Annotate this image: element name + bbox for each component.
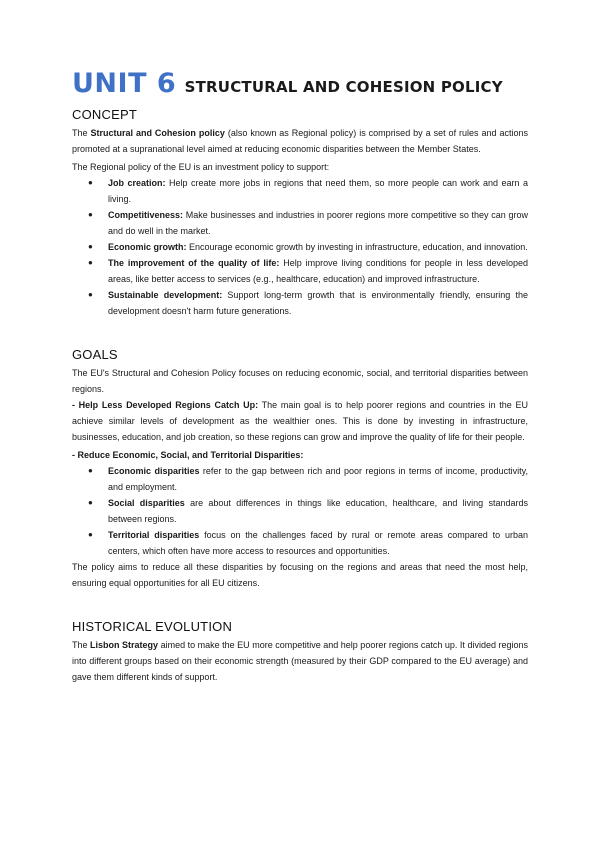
goals-heading: GOALS (72, 347, 118, 362)
item-bold: Job creation: (108, 178, 166, 188)
concept-p1-post: (also known as Regional policy) is comprised by a set of rules and actions promoted at a supranational level aimed at reducing economic disparities between the Member States. (72, 128, 528, 154)
list-item (88, 239, 528, 255)
goals-closing: The policy aims to reduce all these disparities by focusing on the regions and areas that need the most help, ensuring equal opportunities for all EU citizens. (72, 562, 528, 588)
concept-heading: CONCEPT (72, 107, 137, 122)
document-page (72, 70, 528, 685)
bullet-icon: ● (88, 242, 93, 251)
item-text: focus on the challenges faced by rural or remote areas compared to urban centers, which often have more access to resources and opportunities. (108, 530, 528, 556)
catchup-text: The main goal is to help poorer regions and countries in the EU achieve similar levels of development as the wealthier ones. This is done by investing in infrastructure, businesses, education, and job creation, so these regions can grow and improve the quality of life for their people. (72, 400, 528, 442)
history-bold: Lisbon Strategy (90, 640, 159, 650)
item-text: Encourage economic growth by investing in infrastructure, education, and innovation. (186, 242, 528, 252)
bullet-icon: ● (88, 178, 93, 187)
list-item (88, 175, 528, 207)
item-bold: Economic disparities (108, 466, 200, 476)
concept-p1-bold: Structural and Cohesion policy (90, 128, 225, 138)
concept-intro: The Regional policy of the EU is an investment policy to support: (72, 162, 330, 172)
list-item (88, 527, 528, 559)
concept-list (72, 175, 528, 319)
item-bold: Territorial disparities (108, 530, 200, 540)
item-text: Support long-term growth that is environmentally friendly, ensuring the development doesn't harm future generations. (108, 290, 528, 316)
bullet-icon: ● (88, 466, 93, 475)
list-item (88, 287, 528, 319)
bullet-icon: ● (88, 530, 93, 539)
unit-name: STRUCTURAL AND COHESION POLICY (184, 78, 503, 96)
history-heading: HISTORICAL EVOLUTION (72, 619, 233, 634)
history-section (72, 619, 528, 685)
history-paragraph (72, 637, 528, 685)
bullet-icon: ● (88, 258, 93, 267)
disparities-list (72, 463, 528, 559)
item-text: Help improve living conditions for people in less developed areas, like better access to services (e.g., healthcare, education) and improved infrastructure. (108, 258, 529, 284)
unit-title (72, 70, 528, 97)
reduce-bold: - Reduce Economic, Social, and Territorial Disparities: (72, 450, 304, 460)
goals-intro: The EU's Structural and Cohesion Policy focuses on reducing economic, social, and territorial disparities between regions. (72, 368, 528, 394)
catchup-bold: - Help Less Developed Regions Catch Up: (72, 400, 259, 410)
bullet-icon: ● (88, 498, 93, 507)
goals-catchup (72, 397, 528, 445)
item-text: Help create more jobs in regions that need them, so more people can work and earn a living. (108, 178, 528, 204)
list-item (88, 255, 529, 287)
item-text: Make businesses and industries in poorer regions more competitive so they can grow and do well in the market. (108, 210, 528, 236)
concept-p1-pre: The (72, 128, 91, 138)
goals-reduce (72, 447, 528, 463)
list-item (88, 463, 529, 495)
item-bold: Social disparities (108, 498, 185, 508)
item-bold: Competitiveness: (108, 210, 184, 220)
item-bold: Sustainable development: (108, 290, 223, 300)
concept-paragraph (72, 125, 528, 157)
history-pre: The (72, 640, 91, 650)
item-text: refer to the gap between rich and poor regions in terms of income, productivity, and employment. (108, 466, 529, 492)
goals-section (72, 347, 528, 591)
item-bold: Economic growth: (108, 242, 187, 252)
list-item (88, 207, 528, 239)
bullet-icon: ● (88, 210, 93, 219)
list-item (88, 495, 528, 527)
history-post: aimed to make the EU more competitive and help poorer regions catch up. It divided regions into different groups based on their economic strength (measured by their GDP compared to the EU average) and gave them different kinds of support. (72, 640, 528, 682)
concept-section (72, 107, 528, 319)
item-bold: The improvement of the quality of life: (108, 258, 280, 268)
item-text: are about differences in things like education, healthcare, and living standards between regions. (108, 498, 528, 524)
unit-number: UNIT 6 (72, 68, 177, 99)
bullet-icon: ● (88, 290, 93, 299)
